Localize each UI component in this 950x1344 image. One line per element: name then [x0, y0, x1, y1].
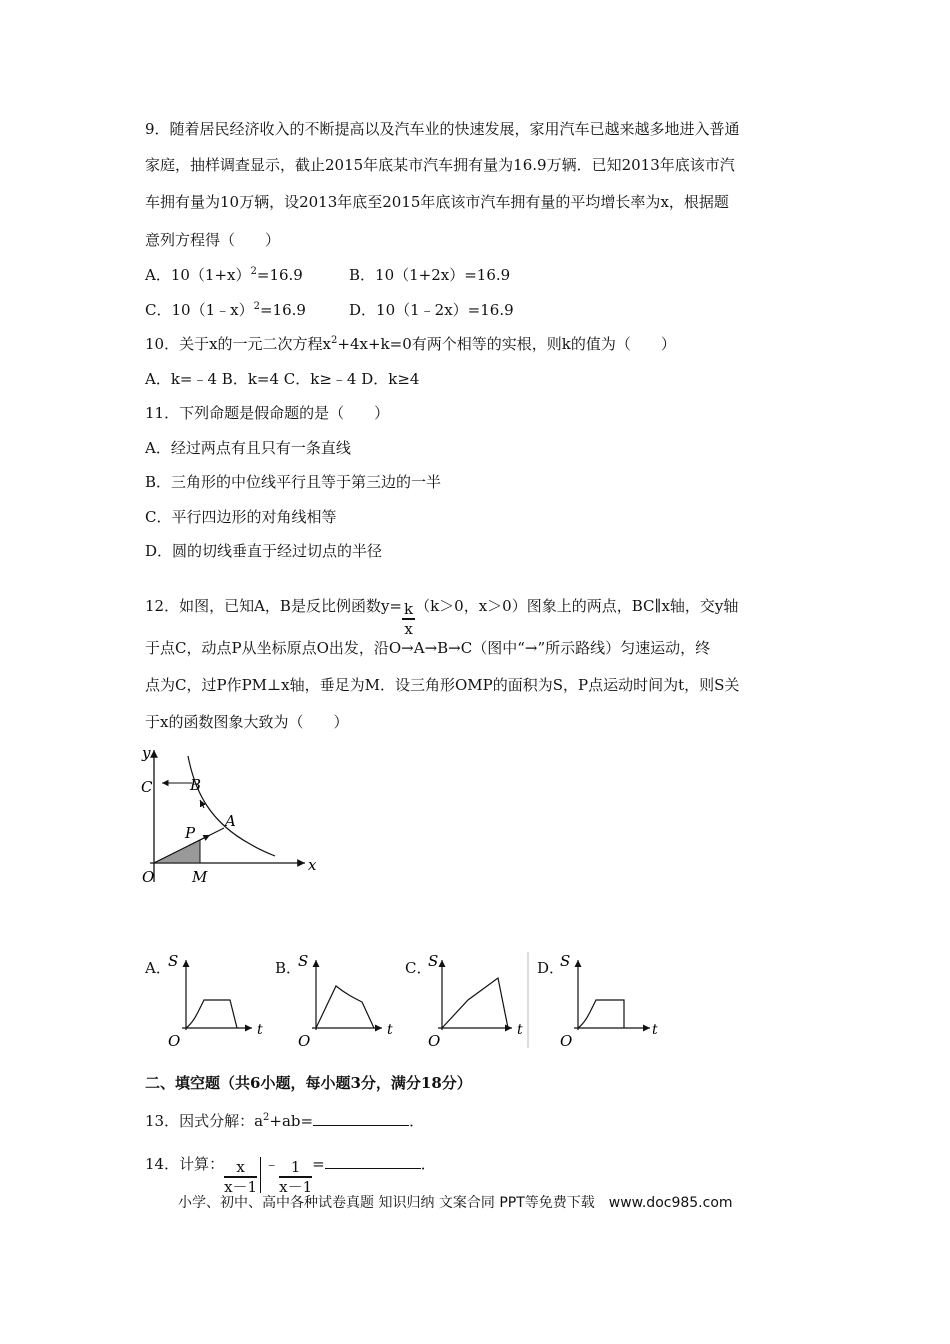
- q12-d-o-label: O: [560, 1032, 573, 1050]
- q12-d-t-label: t: [652, 1022, 658, 1038]
- q13-answer-blank[interactable]: [313, 1111, 409, 1126]
- fig-label-a: A: [225, 812, 236, 830]
- q12-c-o-label: O: [428, 1032, 441, 1050]
- q12-c-s-label: S: [428, 952, 439, 970]
- q11-option-a: A．经过两点有且只有一条直线: [145, 439, 351, 457]
- q9-line-2: 家庭，抽样调查显示，截止2015年底某市汽车拥有量为16.9万辆．已知2013年底该市汽: [145, 156, 735, 174]
- fig-label-y: y: [142, 744, 151, 762]
- fig-label-p: P: [185, 824, 196, 842]
- q12-a-o-label: O: [168, 1032, 181, 1050]
- q9-option-c: C．10（1﹣x）$^2$=16.9: [145, 301, 306, 319]
- q14-answer-blank[interactable]: [325, 1154, 421, 1169]
- q14-fraction-2: $\frac{1}{x-1}$: [279, 1158, 313, 1196]
- q14-fraction-1: $\frac{x}{x-1}$: [224, 1158, 258, 1196]
- q12-c-t-label: t: [517, 1022, 523, 1038]
- section-2-heading: 二、填空题（共6小题，每小题3分，满分18分）: [145, 1074, 472, 1092]
- q10-stem: 10．关于x的一元二次方程$x^2+4x+k=0$有两个相等的实根，则k的值为（ ）: [145, 335, 676, 353]
- q12-option-c-label: C．: [405, 959, 432, 977]
- q9-line-4: 意列方程得（ ）: [145, 231, 281, 249]
- q13: 13．因式分解：$a^2+ab=$ ．: [145, 1112, 425, 1130]
- q12-line-4: 于x的函数图象大致为（ ）: [145, 713, 349, 731]
- q12-fraction: $\frac{k}{x}$: [404, 600, 414, 638]
- q12-a-s-label: S: [168, 952, 179, 970]
- q9-option-b: B．10（1+2x）=16.9: [349, 266, 511, 284]
- q12-figure: [140, 742, 315, 892]
- q12-option-b-label: B．: [275, 959, 302, 977]
- fig-label-c: C: [141, 778, 153, 796]
- q12-line-3: 点为C，过P作PM⊥x轴，垂足为M．设三角形OMP的面积为S，P点运动时间为t，则S关: [145, 676, 740, 694]
- fig-label-m: M: [192, 868, 208, 886]
- q9-option-d: D．10（1﹣2x）=16.9: [349, 301, 514, 319]
- q12-option-d-graph: [554, 950, 664, 1050]
- q12-b-t-label: t: [387, 1022, 393, 1038]
- q12-option-a-label: A．: [145, 959, 171, 977]
- q12-option-c-graph: [422, 950, 532, 1050]
- fig-label-x: x: [308, 856, 317, 874]
- q9-line-1: 9．随着居民经济收入的不断提高以及汽车业的快速发展，家用汽车已越来越多地进入普通: [145, 120, 740, 138]
- q12-b-o-label: O: [298, 1032, 311, 1050]
- q14: 14．计算： $\frac{x}{x-1}$ ﹣ $\frac{1}{x-1}$ = ．: [145, 1155, 436, 1196]
- q11-option-b: B．三角形的中位线平行且等于第三边的一半: [145, 473, 442, 491]
- fig-label-o: O: [142, 868, 155, 886]
- q11-stem: 11．下列命题是假命题的是（ ）: [145, 404, 390, 422]
- q9-option-a: A．$10(1+x)^2=16.9$: [145, 266, 303, 284]
- q10-options: A．k=﹣4 B．k=4 C．k≥﹣4 D．k≥4: [145, 370, 420, 388]
- q12-option-d-label: D．: [537, 959, 565, 977]
- q11-option-c: C．平行四边形的对角线相等: [145, 508, 337, 526]
- q12-a-t-label: t: [257, 1022, 263, 1038]
- q12-line-1: 12．如图，已知A，B是反比例函数y= $\frac{k}{x}$ （k＞0，x＞0）图象上的两点，BC∥x轴，交y轴: [145, 597, 739, 638]
- q12-line-2: 于点C，动点P从坐标原点O出发，沿O→A→B→C（图中“→”所示路线）匀速运动，终: [145, 639, 711, 657]
- q12-option-b-graph: [292, 950, 402, 1050]
- q9-line-3: 车拥有量为10万辆，设2013年底至2015年底该市汽车拥有量的平均增长率为x，根据题: [145, 193, 729, 211]
- q12-option-a-graph: [162, 950, 272, 1050]
- q12-d-s-label: S: [560, 952, 571, 970]
- fig-label-b: B: [190, 776, 202, 794]
- page-footer: 小学、初中、高中各种试卷真题 知识归纳 文案合同 PPT等免费下载 www.doc985.com: [178, 1195, 733, 1211]
- q11-option-d: D．圆的切线垂直于经过切点的半径: [145, 542, 383, 560]
- q12-b-s-label: S: [298, 952, 309, 970]
